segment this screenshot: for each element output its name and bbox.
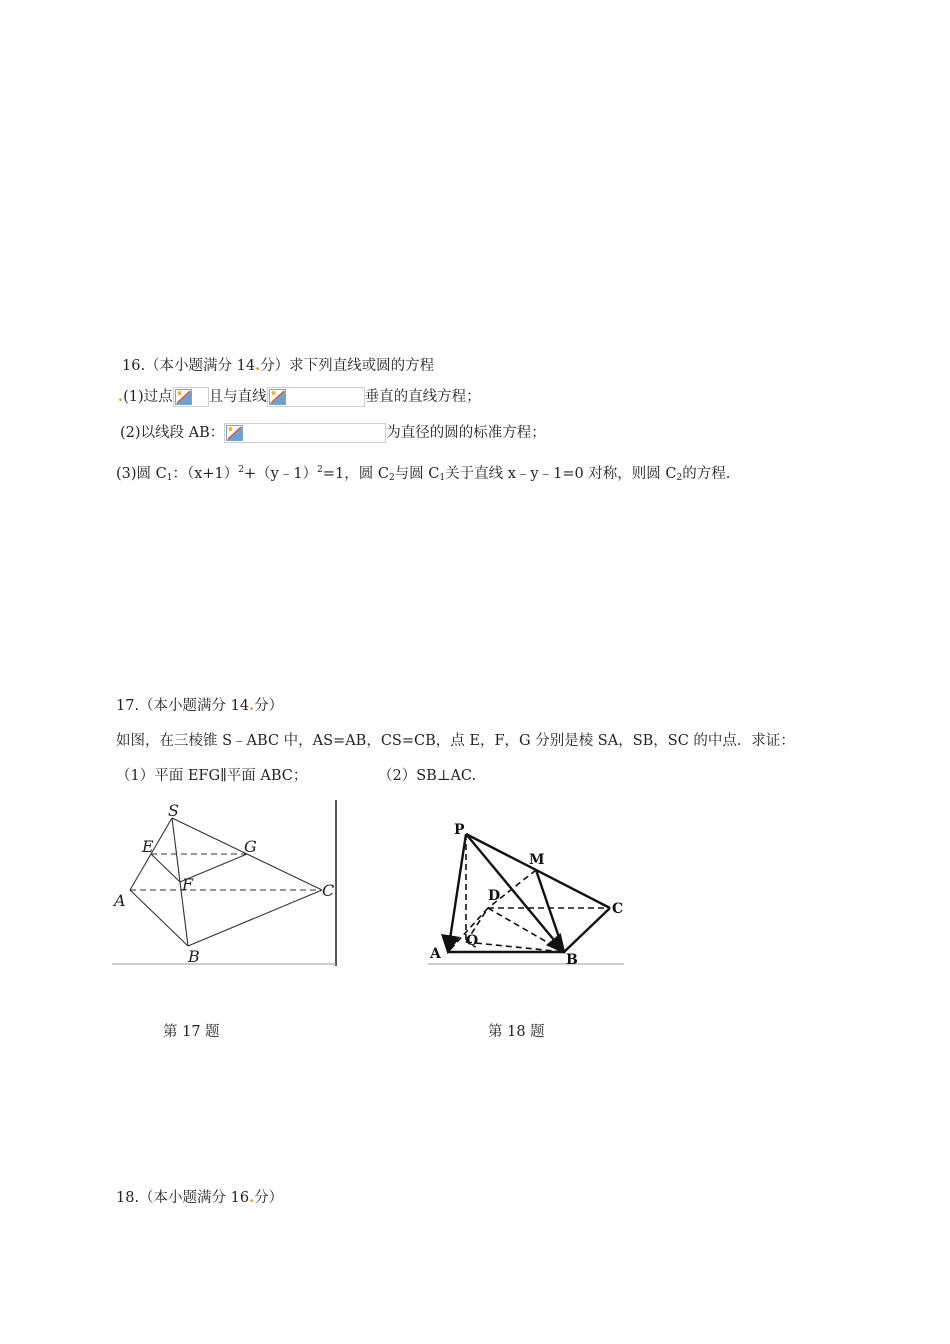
q16-part3-text: 与圆 C xyxy=(394,466,440,482)
edge-PB xyxy=(466,834,564,952)
q17-part2: （2）SB⊥AC. xyxy=(378,768,477,784)
dot-mark: . xyxy=(118,388,124,405)
superscript: 2 xyxy=(238,465,245,475)
q16-part3-text: =1，圆 C xyxy=(322,466,389,482)
q17-stem: 如图，在三棱锥 S﹣ABC 中，AS=AB，CS=CB，点 E，F，G 分别是棱 SA，SB，SC 的中点．求证： xyxy=(116,733,795,749)
q17-title-tail: 分） xyxy=(254,698,284,714)
label-C: C xyxy=(612,901,624,917)
q18-title-text: 18.（本小题满分 16 xyxy=(116,1190,250,1206)
broken-image-icon xyxy=(267,387,365,407)
subscript: 2 xyxy=(676,473,683,483)
q16-part1-text-a: (1)过点 xyxy=(123,389,173,405)
q16-title-text: 16.（本小题满分 14 xyxy=(122,358,256,374)
label-A: A xyxy=(114,891,126,910)
label-M: M xyxy=(529,852,545,868)
q16-part2-text-b: 为直径的圆的标准方程； xyxy=(386,425,546,441)
subscript: 1 xyxy=(439,473,446,483)
dot-mark: . xyxy=(249,697,255,714)
dot-mark: . xyxy=(249,1189,255,1206)
edge-EF xyxy=(151,854,180,882)
label-B: B xyxy=(566,952,578,968)
q16-part3 xyxy=(116,460,730,488)
label-A: A xyxy=(430,946,441,962)
edge-BC xyxy=(188,890,322,946)
label-E: E xyxy=(142,837,154,856)
q16-part1-text-b: 且与直线 xyxy=(208,389,267,405)
q16-title xyxy=(122,356,434,376)
edge-BC xyxy=(564,908,610,952)
q16-part3-text: 关于直线 x﹣y﹣1=0 对称，则圆 C xyxy=(445,466,677,482)
label-S: S xyxy=(168,801,179,820)
figure-17-pyramid xyxy=(112,798,342,970)
figure-17-caption: 第 17 题 xyxy=(163,1024,220,1040)
broken-image-icon xyxy=(224,423,386,443)
q16-part3-text: ：（x+1） xyxy=(172,466,239,482)
label-F: F xyxy=(182,875,194,894)
q16-part3-text: +（y﹣1） xyxy=(244,466,318,482)
label-C: C xyxy=(322,881,335,900)
q16-part2-text-a: (2)以线段 AB： xyxy=(120,425,225,441)
q16-part3-text: 的方程. xyxy=(682,466,731,482)
superscript: 2 xyxy=(317,465,323,475)
figure-18-caption: 第 18 题 xyxy=(488,1024,545,1040)
edge-AB xyxy=(130,890,188,946)
q17-title xyxy=(116,696,283,716)
edge-PA xyxy=(448,834,466,952)
q16-part1-text-c: 垂直的直线方程； xyxy=(364,389,481,405)
subscript: 2 xyxy=(388,473,395,483)
q16-title-tail: 分）求下列直线或圆的方程 xyxy=(260,358,435,374)
q16-part1 xyxy=(118,387,481,407)
q17-title-text: 17.（本小题满分 14 xyxy=(116,698,250,714)
label-G: G xyxy=(244,837,257,856)
q17-part1: （1）平面 EFG∥平面 ABC； xyxy=(116,768,308,784)
subscript: 1 xyxy=(166,473,173,483)
label-P: P xyxy=(454,822,465,838)
figure-18-pyramid xyxy=(426,818,626,968)
dot-mark: . xyxy=(255,357,261,374)
broken-image-icon xyxy=(173,387,209,407)
label-B: B xyxy=(188,947,200,966)
label-Q: Q xyxy=(466,933,479,949)
q16-part3-text: (3)圆 C xyxy=(116,466,167,482)
label-D: D xyxy=(488,888,501,904)
q16-part2 xyxy=(120,423,546,443)
q18-title xyxy=(116,1188,283,1208)
q18-title-tail: 分） xyxy=(254,1190,284,1206)
